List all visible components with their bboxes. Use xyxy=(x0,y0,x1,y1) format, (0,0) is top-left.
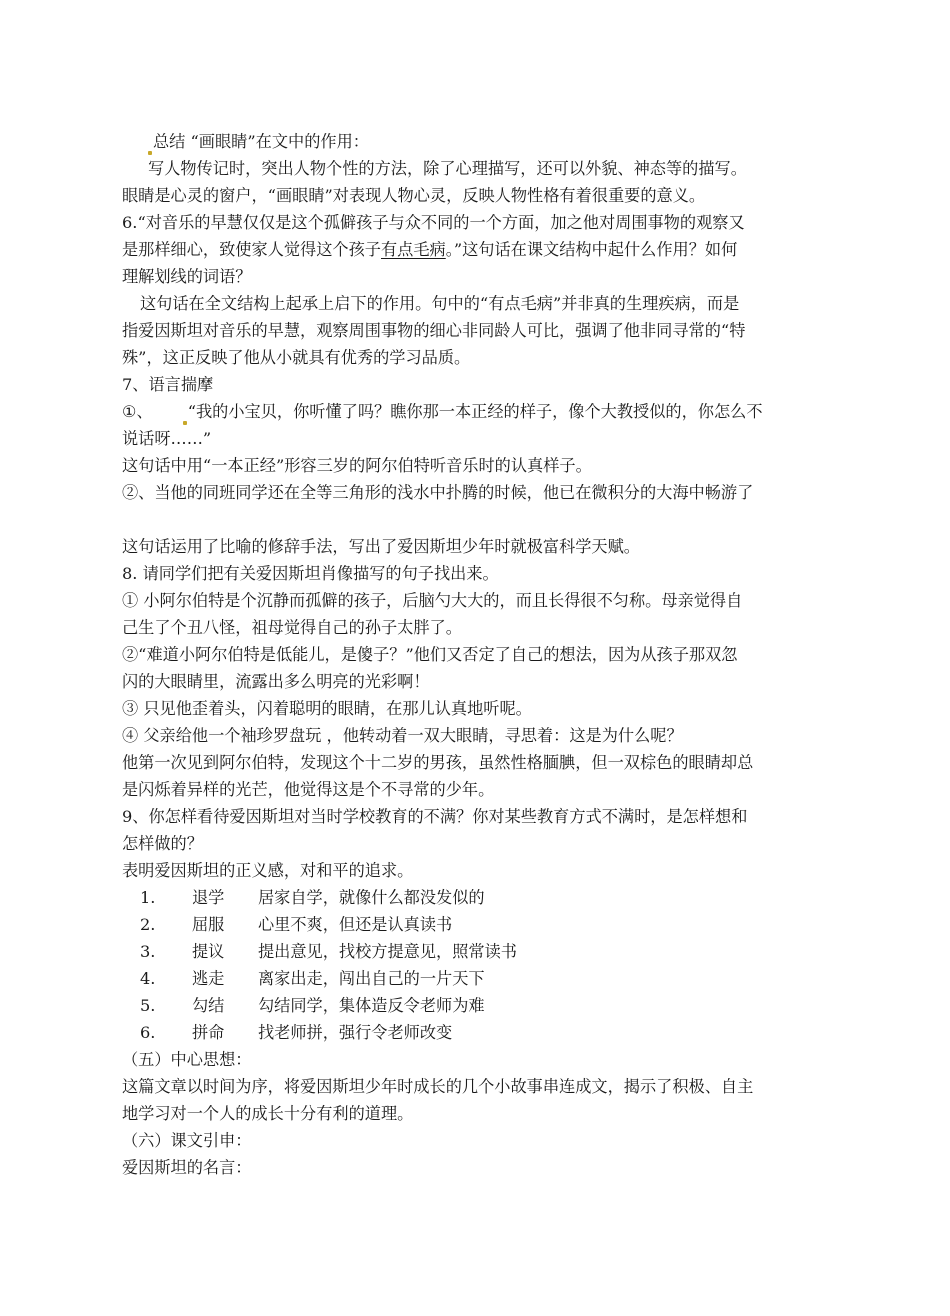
portrait-sentence: ②“难道小阿尔伯特是低能儿，是傻子？”他们又否定了自己的想法，因为从孩子那双忽 xyxy=(122,645,738,664)
portrait-sentence: 己生了个丑八怪，祖母觉得自己的孙子太胖了。 xyxy=(122,618,462,637)
question-9: 怎样做的？ xyxy=(122,834,203,853)
list-item: 4. 逃走 离家出走，闯出自己的一片天下 xyxy=(140,969,485,988)
portrait-sentence: 是闪烁着异样的光芒，他觉得这是个不寻常的少年。 xyxy=(122,780,495,799)
paragraph-line: 爱因斯坦的名言： xyxy=(122,1158,252,1177)
portrait-sentence: ③ 只见他歪着头，闪着聪明的眼睛，在那儿认真地听呢。 xyxy=(122,699,532,718)
paragraph-line: 写人物传记时，突出人物个性的方法，除了心理描写，还可以外貌、神态等的描写。 xyxy=(148,159,747,178)
list-item: 3. 提议 提出意见，找校方提意见，照常读书 xyxy=(140,942,517,961)
question-6: 6.“对音乐的早慧仅仅是这个孤僻孩子与众不同的一个方面，加之他对周围事物的观察又 xyxy=(122,213,745,232)
question-8: 8. 请同学们把有关爱因斯坦肖像描写的句子找出来。 xyxy=(122,564,499,583)
list-item: 5. 勾结 勾结同学，集体造反令老师为难 xyxy=(140,996,485,1015)
answer-line: 表明爱因斯坦的正义感，对和平的追求。 xyxy=(122,861,414,880)
list-item: 2. 屈服 心里不爽，但还是认真读书 xyxy=(140,915,453,934)
list-item: 6. 拼命 找老师拼，强行令老师改变 xyxy=(140,1023,453,1042)
paragraph-line: 理解划线的词语？ xyxy=(122,267,252,286)
document-page xyxy=(122,128,842,1181)
paragraph-line: 眼睛是心灵的窗户，“画眼睛”对表现人物心灵，反映人物性格有着很重要的意义。 xyxy=(122,186,706,205)
answer-line: 这句话中用“一本正经”形容三岁的阿尔伯特听音乐时的认真样子。 xyxy=(122,456,592,475)
portrait-sentence: ④ 父亲给他一个袖珍罗盘玩 ，他转动着一双大眼睛，寻思着：这是为什么呢？ xyxy=(122,726,683,745)
portrait-sentence: ① 小阿尔伯特是个沉静而孤僻的孩子，后脑勺大大的，而且长得很不匀称。母亲觉得自 xyxy=(122,591,743,610)
blank-line xyxy=(122,506,842,533)
answer-line: 殊”，这正反映了他从小就具有优秀的学习品质。 xyxy=(122,348,471,367)
paragraph-line: 是那样细心，致使家人觉得这个孩子有点毛病。”这句话在课文结构中起什么作用？如何 xyxy=(122,240,738,259)
underlined-phrase: 有点毛病 xyxy=(381,240,446,259)
paragraph-line: 这篇文章以时间为序，将爱因斯坦少年时成长的几个小故事串连成文，揭示了积极、自主 xyxy=(122,1077,754,1096)
quote-line: 说话呀……” xyxy=(122,429,212,448)
option-list xyxy=(122,884,842,1046)
section-heading: （六）课文引申： xyxy=(122,1131,252,1150)
answer-line: 这句话运用了比喻的修辞手法，写出了爱因斯坦少年时就极富科学天赋。 xyxy=(122,537,640,556)
list-item: 1. 退学 居家自学，就像什么都没发似的 xyxy=(140,888,485,907)
question-9: 9、你怎样看待爱因斯坦对当时学校教育的不满？你对某些教育方式不满时，是怎样想和 xyxy=(122,807,748,826)
summary-heading: 总结 “画眼睛”在文中的作用： xyxy=(122,128,842,155)
answer-line: 这句话在全文结构上起承上启下的作用。句中的“有点毛病”并非真的生理疾病，而是 xyxy=(140,294,740,313)
portrait-sentence: 他第一次见到阿尔伯特，发现这个十二岁的男孩，虽然性格腼腆，但一双棕色的眼睛却总 xyxy=(122,753,754,772)
quote-line: ②、当他的同班同学还在全等三角形的浅水中扑腾的时候，他已在微积分的大海中畅游了 xyxy=(122,483,754,502)
paragraph-line: 地学习对一个人的成长十分有利的道理。 xyxy=(122,1104,414,1123)
section-heading: 7、语言揣摩 xyxy=(122,375,214,394)
portrait-sentence: 闪的大眼睛里，流露出多么明亮的光彩啊！ xyxy=(122,672,430,691)
quote-line: ①、 “我的小宝贝，你听懂了吗？瞧你那一本正经的样子，像个大教授似的，你怎么不 xyxy=(122,398,842,425)
answer-line: 指爱因斯坦对音乐的早慧，观察周围事物的细心非同龄人可比，强调了他非同寻常的“特 xyxy=(122,321,746,340)
section-heading: （五）中心思想： xyxy=(122,1050,252,1069)
